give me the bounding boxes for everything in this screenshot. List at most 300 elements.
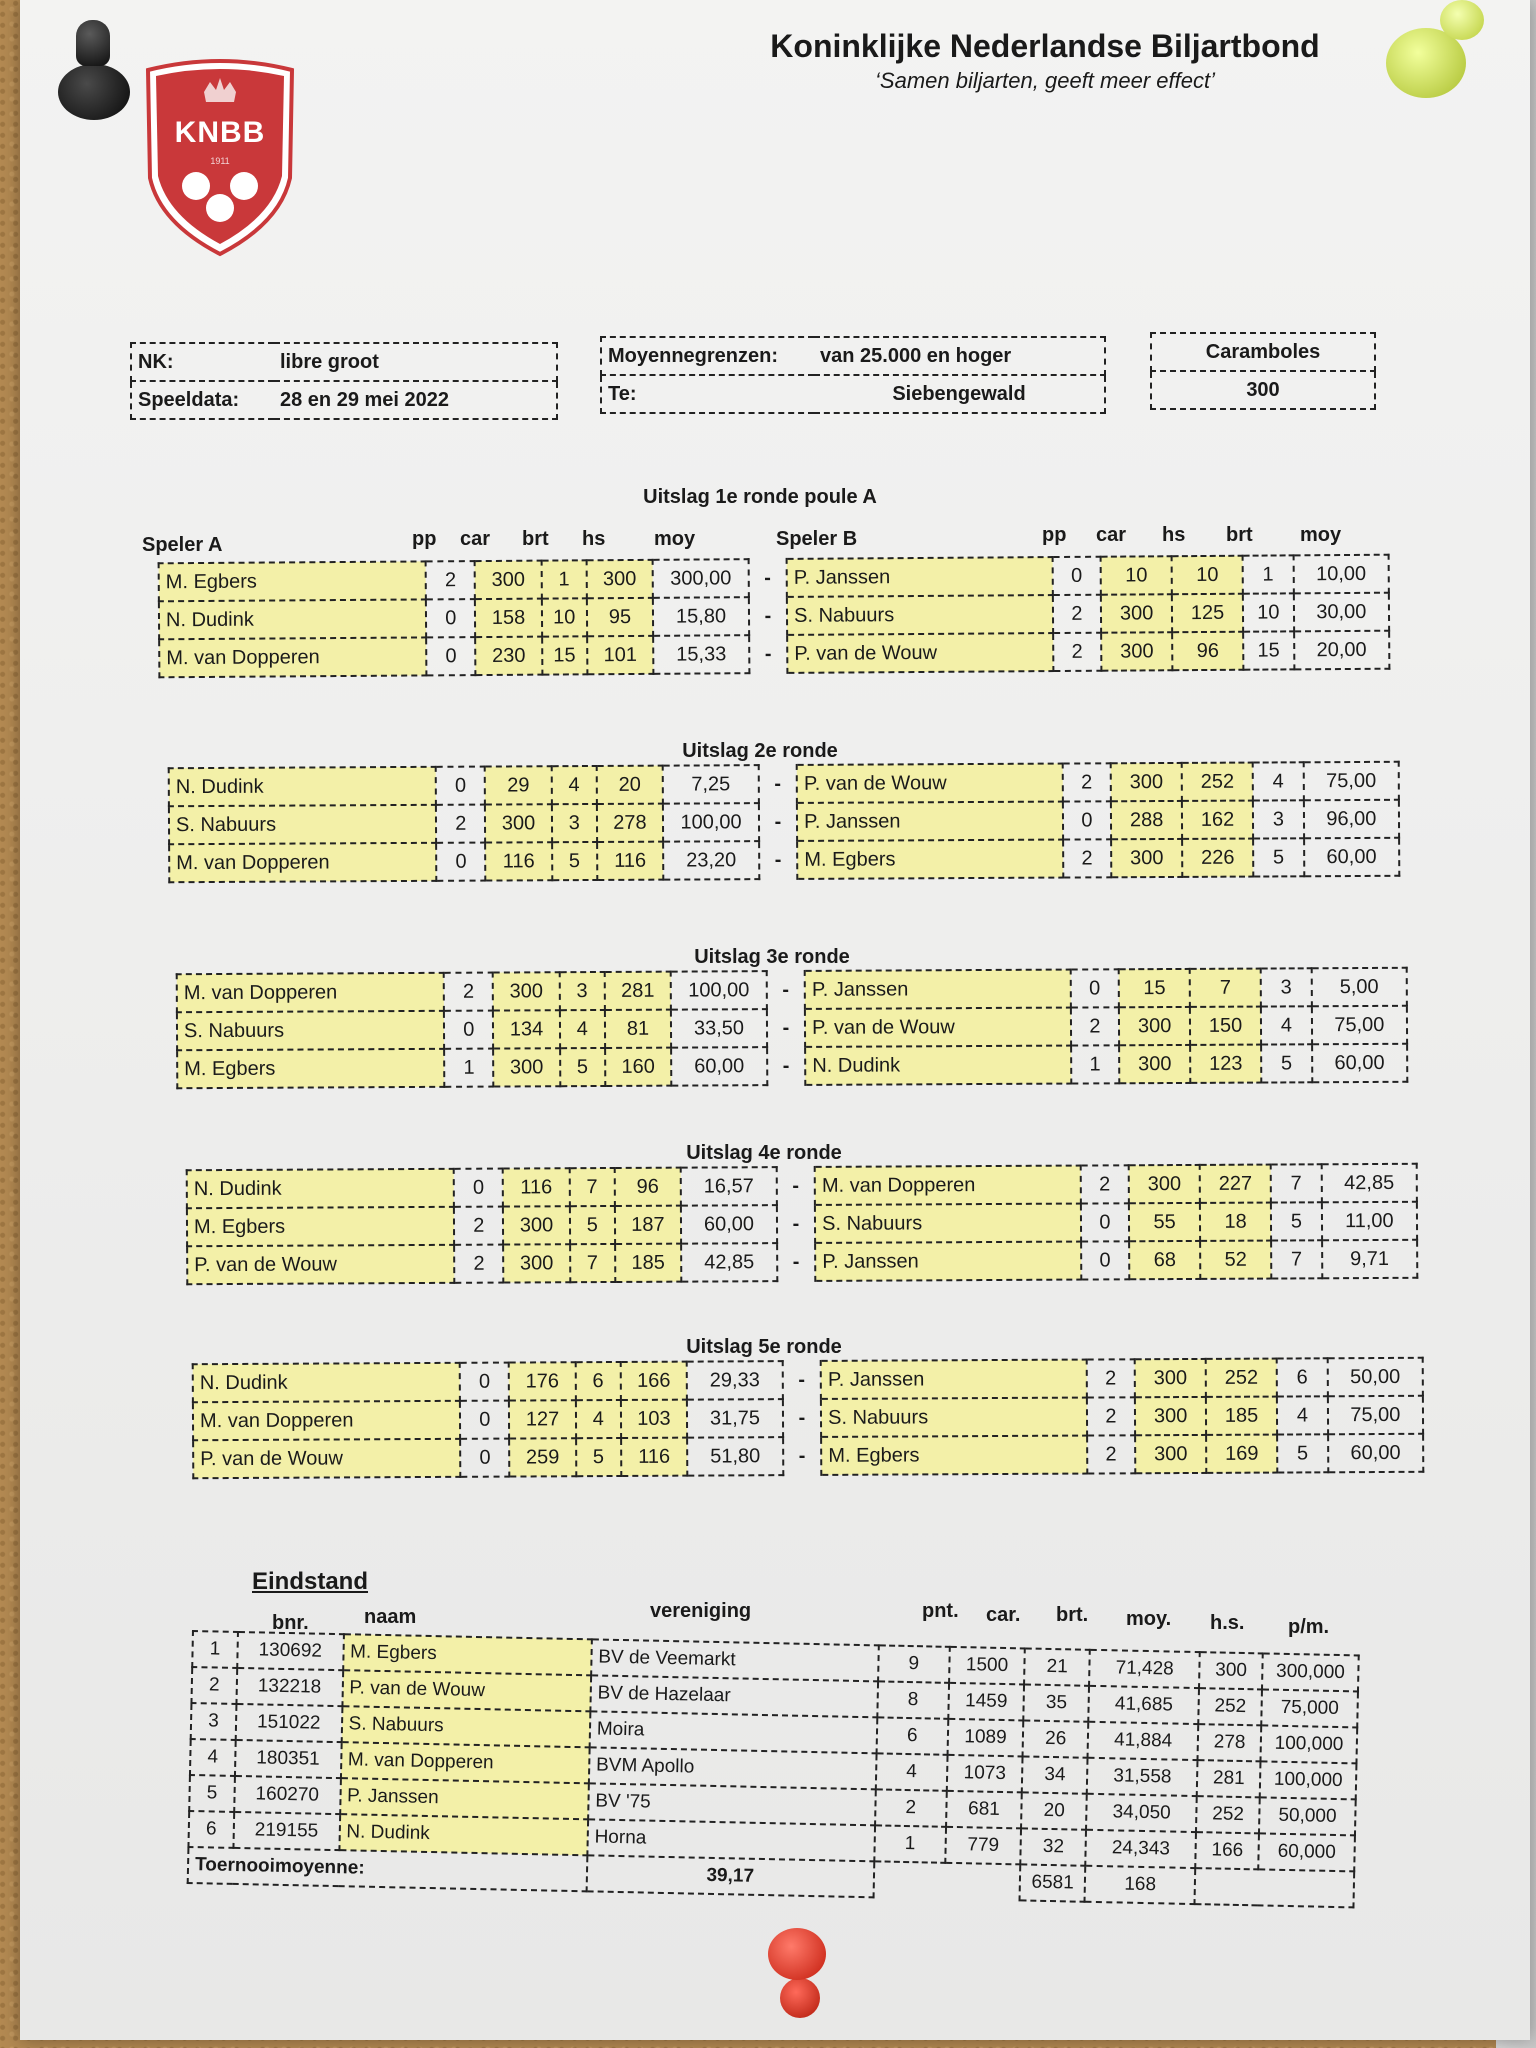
organization-slogan: ‘Samen biljarten, geeft meer effect’ <box>875 68 1215 93</box>
caramboles: 1089 <box>948 1719 1024 1757</box>
final-standings-title: Eindstand <box>252 1568 369 1595</box>
player-b-innings: 3 <box>1261 968 1312 1006</box>
player-a-points: 0 <box>436 767 485 805</box>
club-name: BV de Veemarkt <box>591 1639 879 1681</box>
player-a-high-run: 95 <box>586 598 653 636</box>
player-b-points: 0 <box>1081 1241 1130 1279</box>
player-a-points: 0 <box>444 1011 493 1049</box>
player-b-average: 5,00 <box>1311 968 1407 1006</box>
player-a-innings: 1 <box>542 560 587 598</box>
points: 4 <box>876 1753 948 1790</box>
hs-header: h.s. <box>1210 1612 1245 1634</box>
player-b-caramboles: 300 <box>1119 1045 1190 1083</box>
per-match: 100,000 <box>1261 1725 1357 1763</box>
player-b-caramboles: 300 <box>1101 632 1172 670</box>
player-b-points: 2 <box>1062 763 1111 801</box>
versus-separator: - <box>767 1009 806 1047</box>
player-a-name: P. van de Wouw <box>193 1439 461 1478</box>
round-title: Uitslag 3e ronde <box>694 946 850 968</box>
player-a-innings: 5 <box>552 842 597 880</box>
average: 41,884 <box>1088 1722 1199 1760</box>
player-b-innings: 7 <box>1271 1240 1322 1278</box>
match-row <box>159 631 1389 678</box>
player-a-name: P. van de Wouw <box>187 1245 455 1284</box>
limits-info-box <box>600 336 1106 414</box>
points: 8 <box>877 1681 949 1718</box>
player-b-high-run: 227 <box>1200 1165 1271 1203</box>
caramboles: 681 <box>946 1791 1022 1829</box>
moy-header: moy. <box>1126 1608 1172 1630</box>
player-a-caramboles: 259 <box>509 1438 576 1476</box>
player-a-high-run: 281 <box>604 972 671 1010</box>
versus-separator: - <box>759 803 798 841</box>
player-b-high-run: 125 <box>1172 594 1243 632</box>
player-b-caramboles: 288 <box>1111 801 1182 839</box>
player-b-innings: 7 <box>1271 1164 1322 1202</box>
player-b-high-run: 185 <box>1206 1397 1277 1435</box>
player-b-points: 2 <box>1053 633 1102 671</box>
match-row <box>187 1240 1417 1284</box>
player-b-name: P. Janssen <box>805 970 1071 1009</box>
per-match: 100,000 <box>1260 1761 1356 1799</box>
per-match: 75,000 <box>1262 1689 1358 1727</box>
player-b-points: 0 <box>1062 801 1111 839</box>
logo-year: 1911 <box>210 156 230 166</box>
player-a-innings: 4 <box>576 1400 621 1438</box>
versus-separator: - <box>748 559 787 597</box>
high-run: 166 <box>1195 1832 1259 1869</box>
moy-header-b: moy <box>1300 524 1342 546</box>
player-a-average: 16,57 <box>681 1167 776 1205</box>
versus-separator: - <box>777 1243 816 1281</box>
match-row <box>193 1396 1423 1440</box>
player-a-caramboles: 158 <box>475 599 542 637</box>
bond-number: 151022 <box>235 1704 342 1742</box>
bnr-header: bnr. <box>272 1612 309 1634</box>
innings: 20 <box>1021 1792 1087 1829</box>
player-a-points: 2 <box>454 1207 503 1245</box>
caramboles: 1459 <box>948 1683 1024 1721</box>
player-a-name: M. Egbers <box>187 1207 455 1246</box>
bond-number: 219155 <box>233 1812 340 1850</box>
player-a-caramboles: 29 <box>485 766 552 804</box>
player-a-average: 23,20 <box>663 841 758 879</box>
player-b-average: 75,00 <box>1303 762 1399 800</box>
player-a-caramboles: 230 <box>475 637 542 675</box>
player-a-innings: 5 <box>576 1438 621 1476</box>
per-match: 60,000 <box>1259 1833 1355 1871</box>
player-b-caramboles: 15 <box>1119 969 1190 1007</box>
player-a-caramboles: 300 <box>493 972 560 1010</box>
match-row <box>187 1164 1417 1208</box>
high-run: 252 <box>1198 1688 1262 1725</box>
player-a-caramboles: 134 <box>493 1010 560 1048</box>
player-b-name: P. Janssen <box>821 1360 1087 1399</box>
hs-header-b: hs <box>1162 524 1186 546</box>
player-b-caramboles: 300 <box>1135 1435 1206 1473</box>
player-b-high-run: 226 <box>1182 839 1253 877</box>
high-run: 278 <box>1198 1724 1262 1761</box>
player-b-points: 2 <box>1087 1435 1136 1473</box>
black-pushpin <box>58 20 130 120</box>
player-b-innings: 4 <box>1253 762 1304 800</box>
club-name: BV de Hazelaar <box>590 1675 878 1717</box>
limits-value: van 25.000 en hoger <box>814 337 1105 375</box>
match-row <box>169 762 1399 806</box>
dates-value: 28 en 29 mei 2022 <box>274 381 557 419</box>
match-row <box>177 1044 1407 1088</box>
versus-separator: - <box>759 841 798 879</box>
match-row <box>169 800 1399 844</box>
player-a-average: 29,33 <box>687 1361 782 1399</box>
player-b-caramboles: 300 <box>1135 1397 1206 1435</box>
match-row <box>187 1202 1417 1246</box>
player-a-innings: 7 <box>570 1168 615 1206</box>
player-a-name: N. Dudink <box>159 599 427 639</box>
player-b-points: 0 <box>1070 969 1119 1007</box>
player-a-name: N. Dudink <box>193 1363 461 1402</box>
versus-separator: - <box>766 971 805 1009</box>
player-a-high-run: 185 <box>615 1244 682 1282</box>
player-b-name: P. van de Wouw <box>805 1008 1071 1047</box>
round-results-table <box>158 554 1391 679</box>
average: 31,558 <box>1087 1758 1198 1796</box>
high-run: 281 <box>1197 1760 1261 1797</box>
player-a-high-run: 278 <box>596 804 663 842</box>
place-label: Te: <box>601 375 814 413</box>
player-a-points: 0 <box>460 1363 509 1401</box>
player-a-innings: 4 <box>560 1010 605 1048</box>
player-b-points: 2 <box>1086 1359 1135 1397</box>
player-a-high-run: 103 <box>620 1400 687 1438</box>
player-b-header: Speler B <box>776 528 858 550</box>
versus-separator: - <box>777 1205 816 1243</box>
match-row <box>193 1358 1423 1402</box>
player-b-high-run: 7 <box>1190 969 1261 1007</box>
car-header-b: car <box>1096 524 1127 546</box>
bond-number: 160270 <box>234 1776 341 1814</box>
knbb-logo <box>140 58 300 258</box>
player-b-average: 75,00 <box>1328 1396 1424 1434</box>
points: 9 <box>878 1645 950 1682</box>
player-name: P. Janssen <box>340 1778 589 1819</box>
innings: 34 <box>1022 1756 1088 1793</box>
player-b-points: 2 <box>1070 1007 1119 1045</box>
club-name: Moira <box>589 1711 877 1753</box>
club-name: Horna <box>587 1819 875 1861</box>
player-b-innings: 3 <box>1253 800 1304 838</box>
round-results-table <box>176 967 1409 1089</box>
caramboles: 779 <box>945 1827 1021 1865</box>
player-a-high-run: 116 <box>597 842 664 880</box>
player-a-name: M. Egbers <box>177 1049 445 1088</box>
player-a-name: M. van Dopperen <box>193 1401 461 1440</box>
dates-label: Speeldata: <box>131 381 274 419</box>
red-pushpin <box>768 1928 838 2028</box>
player-a-high-run: 96 <box>614 1168 681 1206</box>
player-b-high-run: 150 <box>1190 1007 1261 1045</box>
rank: 6 <box>188 1811 234 1848</box>
player-a-name: M. van Dopperen <box>159 637 427 677</box>
logo-text: KNBB <box>174 116 266 149</box>
player-a-high-run: 116 <box>621 1438 688 1476</box>
player-a-high-run: 187 <box>614 1206 681 1244</box>
organization-name: Koninklijke Nederlandse Biljartbond <box>770 28 1320 64</box>
player-a-average: 31,75 <box>687 1399 782 1437</box>
player-a-average: 7,25 <box>663 765 758 803</box>
player-a-points: 0 <box>427 637 476 675</box>
player-a-innings: 3 <box>560 972 605 1010</box>
player-b-average: 9,71 <box>1322 1240 1418 1278</box>
player-b-innings: 4 <box>1261 1006 1312 1044</box>
innings: 26 <box>1023 1720 1089 1757</box>
round-title: Uitslag 4e ronde <box>686 1142 842 1164</box>
player-b-high-run: 96 <box>1172 632 1243 670</box>
player-b-innings: 5 <box>1261 1044 1312 1082</box>
player-a-caramboles: 300 <box>493 1048 560 1086</box>
player-a-innings: 10 <box>542 598 587 636</box>
player-a-caramboles: 300 <box>475 561 542 599</box>
player-b-points: 0 <box>1080 1203 1129 1241</box>
player-a-innings: 5 <box>560 1048 605 1086</box>
player-a-points: 2 <box>426 561 475 599</box>
caramboles-label: Caramboles <box>1151 333 1375 371</box>
player-b-name: S. Nabuurs <box>821 1398 1087 1437</box>
versus-separator: - <box>749 635 788 673</box>
bond-number: 132218 <box>236 1668 343 1706</box>
player-a-average: 51,80 <box>687 1437 782 1475</box>
total-caramboles: 6581 <box>1020 1864 1086 1901</box>
match-row <box>177 1006 1407 1050</box>
round-title: Uitslag 1e ronde poule A <box>643 486 877 508</box>
player-b-high-run: 169 <box>1206 1435 1277 1473</box>
caramboles: 1500 <box>949 1647 1025 1685</box>
player-b-innings: 15 <box>1243 631 1294 669</box>
player-a-name: S. Nabuurs <box>177 1011 445 1050</box>
rank: 5 <box>189 1775 235 1812</box>
player-a-average: 60,00 <box>681 1205 776 1243</box>
car-header: car. <box>986 1604 1021 1626</box>
player-b-caramboles: 300 <box>1101 594 1172 632</box>
tournament-average-value: 39,17 <box>586 1855 874 1897</box>
player-b-name: M. van Dopperen <box>815 1166 1081 1205</box>
green-pushpin <box>1380 0 1500 100</box>
caramboles: 1073 <box>947 1755 1023 1793</box>
player-b-high-run: 252 <box>1182 763 1253 801</box>
versus-separator: - <box>748 597 787 635</box>
player-a-caramboles: 116 <box>485 842 552 880</box>
player-b-points: 2 <box>1086 1397 1135 1435</box>
player-b-caramboles: 300 <box>1111 763 1182 801</box>
player-b-caramboles: 300 <box>1111 839 1182 877</box>
versus-separator: - <box>782 1361 821 1399</box>
player-a-header: Speler A <box>142 534 223 556</box>
player-a-average: 100,00 <box>671 971 766 1009</box>
round-results-table <box>192 1357 1425 1479</box>
player-b-points: 0 <box>1052 557 1101 595</box>
player-a-average: 100,00 <box>663 803 758 841</box>
pnt-header: pnt. <box>922 1600 959 1622</box>
nk-label: NK: <box>131 343 274 381</box>
player-b-name: P. van de Wouw <box>787 633 1053 673</box>
pp-header-a: pp <box>412 528 437 550</box>
bond-number: 180351 <box>235 1740 342 1778</box>
total-beurten: 168 <box>1085 1866 1196 1904</box>
player-b-innings: 6 <box>1277 1358 1328 1396</box>
bond-number: 130692 <box>237 1632 344 1670</box>
player-a-name: M. van Dopperen <box>169 843 437 882</box>
player-b-innings: 10 <box>1243 593 1294 631</box>
player-a-high-run: 300 <box>586 560 653 598</box>
player-a-points: 1 <box>445 1049 494 1087</box>
player-a-high-run: 20 <box>596 766 663 804</box>
player-a-innings: 5 <box>570 1206 615 1244</box>
rank: 4 <box>190 1739 236 1776</box>
player-b-average: 11,00 <box>1322 1202 1418 1240</box>
player-a-points: 2 <box>444 973 493 1011</box>
player-a-average: 42,85 <box>681 1243 776 1281</box>
player-a-average: 60,00 <box>671 1047 766 1085</box>
player-b-average: 50,00 <box>1327 1358 1423 1396</box>
player-a-name: M. Egbers <box>159 561 427 601</box>
points: 2 <box>875 1789 947 1826</box>
player-name: N. Dudink <box>339 1814 588 1855</box>
player-a-high-run: 166 <box>620 1362 687 1400</box>
player-a-points: 0 <box>426 599 475 637</box>
player-name: P. van de Wouw <box>342 1670 591 1711</box>
versus-separator: - <box>783 1437 822 1475</box>
player-a-caramboles: 176 <box>509 1362 576 1400</box>
rank: 3 <box>191 1703 237 1740</box>
player-b-points: 2 <box>1063 839 1112 877</box>
car-header-a: car <box>460 528 491 550</box>
player-b-high-run: 52 <box>1200 1241 1271 1279</box>
match-row <box>169 838 1399 882</box>
player-b-caramboles: 68 <box>1129 1241 1200 1279</box>
player-a-innings: 6 <box>576 1362 621 1400</box>
club-name: BVM Apollo <box>589 1747 877 1789</box>
player-b-innings: 1 <box>1243 555 1294 593</box>
player-a-caramboles: 116 <box>503 1168 570 1206</box>
player-a-name: N. Dudink <box>187 1169 455 1208</box>
player-a-points: 2 <box>455 1245 504 1283</box>
hs-header-a: hs <box>582 528 606 550</box>
tournament-average-label: Toernooimoyenne: <box>188 1847 587 1891</box>
player-name: M. Egbers <box>343 1634 592 1675</box>
average: 71,428 <box>1089 1650 1200 1688</box>
player-b-average: 60,00 <box>1328 1434 1424 1472</box>
player-b-average: 75,00 <box>1312 1006 1408 1044</box>
player-a-points: 0 <box>437 843 486 881</box>
match-row <box>177 968 1407 1012</box>
player-b-high-run: 10 <box>1172 556 1243 594</box>
player-a-points: 0 <box>460 1401 509 1439</box>
player-name: S. Nabuurs <box>341 1706 590 1747</box>
player-b-average: 42,85 <box>1321 1164 1417 1202</box>
versus-separator: - <box>767 1047 806 1085</box>
player-b-name: M. Egbers <box>821 1436 1087 1475</box>
player-b-caramboles: 300 <box>1119 1007 1190 1045</box>
moy-header-a: moy <box>654 528 696 550</box>
innings: 21 <box>1024 1648 1090 1685</box>
player-b-caramboles: 300 <box>1135 1359 1206 1397</box>
player-a-innings: 3 <box>552 804 597 842</box>
round-results-table <box>168 761 1401 883</box>
player-b-innings: 5 <box>1253 838 1304 876</box>
player-b-name: S. Nabuurs <box>815 1204 1081 1243</box>
player-b-average: 20,00 <box>1294 631 1390 670</box>
player-a-points: 0 <box>454 1169 503 1207</box>
player-name: M. van Dopperen <box>341 1742 590 1783</box>
player-b-name: M. Egbers <box>797 840 1063 879</box>
player-a-average: 300,00 <box>653 559 748 598</box>
innings: 35 <box>1024 1684 1090 1721</box>
player-a-caramboles: 300 <box>503 1206 570 1244</box>
player-a-points: 2 <box>436 805 485 843</box>
player-b-points: 1 <box>1071 1045 1120 1083</box>
average: 34,050 <box>1086 1794 1197 1832</box>
naam-header: naam <box>364 1606 417 1628</box>
player-a-name: N. Dudink <box>169 767 437 806</box>
player-b-name: P. van de Wouw <box>797 764 1063 803</box>
player-a-high-run: 81 <box>604 1010 671 1048</box>
versus-separator: - <box>758 765 797 803</box>
player-b-points: 2 <box>1052 595 1101 633</box>
player-b-name: P. Janssen <box>787 557 1053 597</box>
average: 41,685 <box>1089 1686 1200 1724</box>
player-b-name: S. Nabuurs <box>787 595 1053 635</box>
pp-header-b: pp <box>1042 524 1067 546</box>
high-run: 252 <box>1196 1796 1260 1833</box>
player-b-name: P. Janssen <box>815 1242 1081 1281</box>
player-a-high-run: 160 <box>605 1048 672 1086</box>
player-b-caramboles: 300 <box>1129 1165 1200 1203</box>
place-value: Siebengewald <box>814 375 1105 413</box>
round-results-table <box>186 1163 1419 1285</box>
points: 6 <box>876 1717 948 1754</box>
per-match: 50,000 <box>1259 1797 1355 1835</box>
limits-label: Moyennegrenzen: <box>601 337 814 375</box>
player-b-high-run: 252 <box>1206 1359 1277 1397</box>
final-standings-table <box>187 1630 1360 1908</box>
average: 24,343 <box>1086 1830 1197 1868</box>
player-a-name: S. Nabuurs <box>169 805 437 844</box>
player-b-name: N. Dudink <box>805 1046 1071 1085</box>
player-b-average: 60,00 <box>1312 1044 1408 1082</box>
player-b-name: P. Janssen <box>797 802 1063 841</box>
caramboles-value: 300 <box>1151 371 1375 409</box>
innings: 32 <box>1021 1828 1087 1865</box>
brt-header-a: brt <box>522 528 549 550</box>
player-b-caramboles: 55 <box>1129 1203 1200 1241</box>
results-sheet <box>20 0 1530 2040</box>
player-b-average: 30,00 <box>1294 593 1390 632</box>
player-b-high-run: 162 <box>1182 801 1253 839</box>
caramboles-box <box>1150 332 1376 410</box>
player-a-average: 15,33 <box>654 635 749 674</box>
player-a-innings: 15 <box>542 636 587 674</box>
player-b-average: 10,00 <box>1293 555 1389 594</box>
nk-value: libre groot <box>274 343 557 381</box>
player-b-innings: 5 <box>1271 1202 1322 1240</box>
player-b-average: 60,00 <box>1304 838 1400 876</box>
vereniging-header: vereniging <box>650 1600 752 1622</box>
player-a-caramboles: 300 <box>485 804 552 842</box>
match-row <box>193 1434 1423 1478</box>
event-info-box <box>130 342 558 420</box>
player-a-points: 0 <box>461 1439 510 1477</box>
player-b-innings: 5 <box>1277 1434 1328 1472</box>
